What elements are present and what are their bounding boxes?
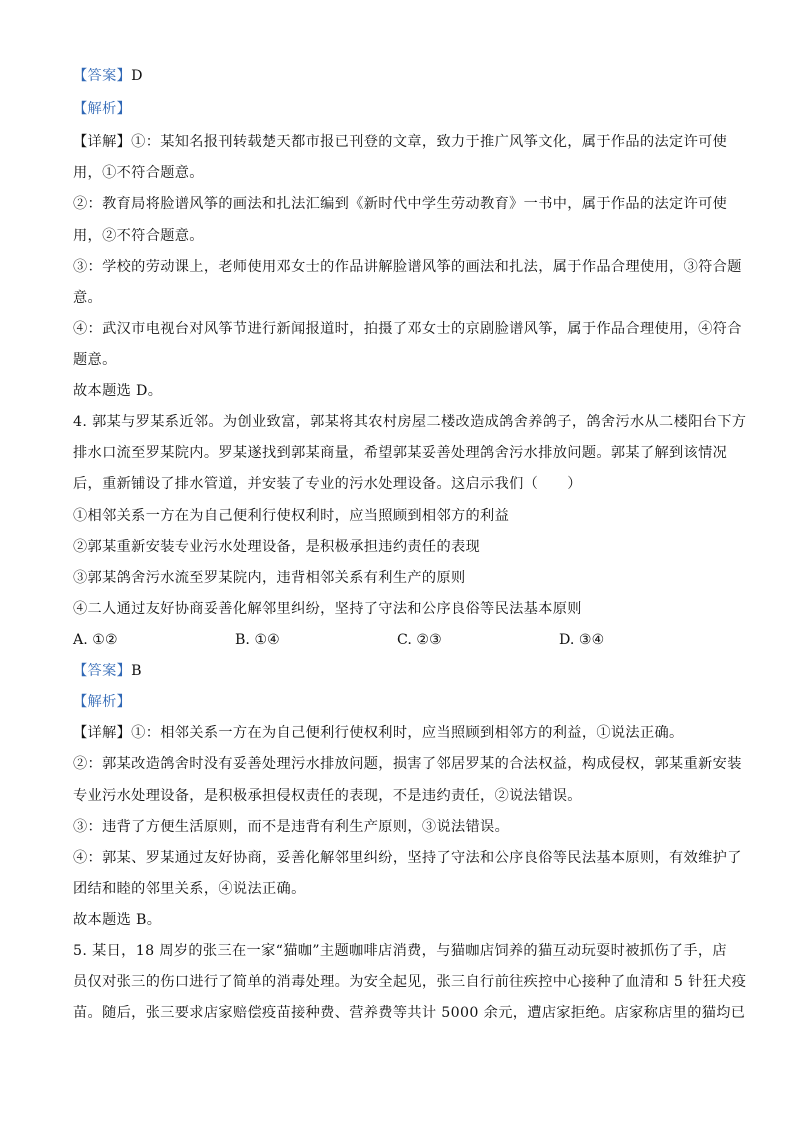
analysis-paragraph-3-continued: 意。	[73, 290, 103, 306]
question-5-stem-line-3: 苗。随后，张三要求店家赔偿疫苗接种费、营养费等共计 5000 余元，遭店家拒绝。店家称店里的猫均已	[73, 1005, 746, 1021]
answer-tag: 【答案】	[73, 663, 132, 679]
analysis-paragraph-4: ④：武汉市电视台对风筝节进行新闻报道时，拍摄了邓女士的京剧脸谱风筝，属于作品合理使用，④符合	[73, 321, 742, 337]
question-4-stem-line-3: 后，重新铺设了排水管道，并安装了专业的污水处理设备。这启示我们（ ）	[73, 476, 582, 492]
analysis-paragraph-3: ③：学校的劳动课上，老师使用邓女士的作品讲解脸谱风筝的画法和扎法，属于作品合理使用，③符合题	[73, 259, 742, 275]
analysis-paragraph-4: ④：郭某、罗某通过友好协商，妥善化解邻里纠纷，坚持了守法和公序良俗等民法基本原则，有效维护了	[73, 850, 742, 866]
detail-line	[73, 132, 733, 152]
detail-tag: 【详解】	[73, 134, 132, 150]
analysis-paragraph-3: ③：违背了方便生活原则，而不是违背有利生产原则，③说法错误。	[73, 819, 510, 835]
analysis-paragraph-2: ②：郭某改造鸽舍时没有妥善处理污水排放问题，损害了邻居罗某的合法权益，构成侵权，郭某重新安装	[73, 756, 742, 772]
analysis-paragraph-4-continued: 团结和睦的邻里关系，④说法正确。	[73, 881, 306, 897]
analysis-line	[73, 692, 733, 712]
conclusion: 故本题选 D。	[73, 383, 163, 399]
option-d: D. ③④	[559, 632, 605, 648]
analysis-tag: 【解析】	[73, 694, 132, 710]
question-4-stem-line-2: 排水口流至罗某院内。罗某遂找到郭某商量，希望郭某妥善处理鸽舍污水排放问题。郭某了解到该情况	[73, 445, 728, 461]
statement-2: ②郭某重新安装专业污水处理设备，是积极承担违约责任的表现	[73, 539, 481, 555]
statement-4: ④二人通过友好协商妥善化解邻里纠纷，坚持了守法和公序良俗等民法基本原则	[73, 601, 582, 617]
analysis-paragraph-2: ②：教育局将脸谱风筝的画法和扎法汇编到《新时代中学生劳动教育》一书中，属于作品的法定许可使	[73, 196, 728, 212]
analysis-paragraph-4-continued: 题意。	[73, 352, 117, 368]
option-b: B. ①④	[235, 632, 280, 648]
conclusion: 故本题选 B。	[73, 912, 162, 928]
option-a: A. ①②	[73, 632, 118, 648]
analysis-tag: 【解析】	[73, 101, 132, 117]
question-5-stem: 5. 某日，18 周岁的张三在一家“猫咖”主题咖啡店消费，与猫咖店饲养的猫互动玩耍时被抓伤了手，店	[73, 943, 727, 959]
detail-line	[73, 723, 733, 743]
question-5-stem-line-2: 员仅对张三的伤口进行了简单的消毒处理。为安全起见，张三自行前往疾控中心接种了血清和 5 针狂犬疫	[73, 974, 747, 990]
analysis-line	[73, 99, 733, 119]
analysis-paragraph-2-continued: 用，②不符合题意。	[73, 228, 204, 244]
question-4-stem: 4. 郭某与罗某系近邻。为创业致富，郭某将其农村房屋二楼改造成鸽舍养鸽子，鸽舍污水从二楼阳台下方	[73, 414, 747, 430]
answer-line	[73, 661, 733, 681]
answer-tag: 【答案】	[73, 68, 132, 84]
detail-line-continued: 用，①不符合题意。	[73, 165, 204, 181]
statement-3: ③郭某鸽舍污水流至罗某院内，违背相邻关系有利生产的原则	[73, 570, 466, 586]
answer-line	[73, 66, 733, 86]
statement-1: ①相邻关系一方在为自己便利行使权利时，应当照顾到相邻方的利益	[73, 508, 510, 524]
answer-value: B	[131, 663, 142, 679]
answer-value: D	[131, 68, 143, 84]
detail-text: ①：相邻关系一方在为自己便利行使权利时，应当照顾到相邻方的利益，①说法正确。	[131, 725, 684, 741]
option-c: C. ②③	[397, 632, 442, 648]
detail-tag: 【详解】	[73, 725, 132, 741]
analysis-paragraph-2-continued: 专业污水处理设备，是积极承担侵权责任的表现，不是违约责任，②说法错误。	[73, 788, 582, 804]
detail-text: ①：某知名报刊转载楚天都市报已刊登的文章，致力于推广风筝文化，属于作品的法定许可使	[131, 134, 728, 150]
